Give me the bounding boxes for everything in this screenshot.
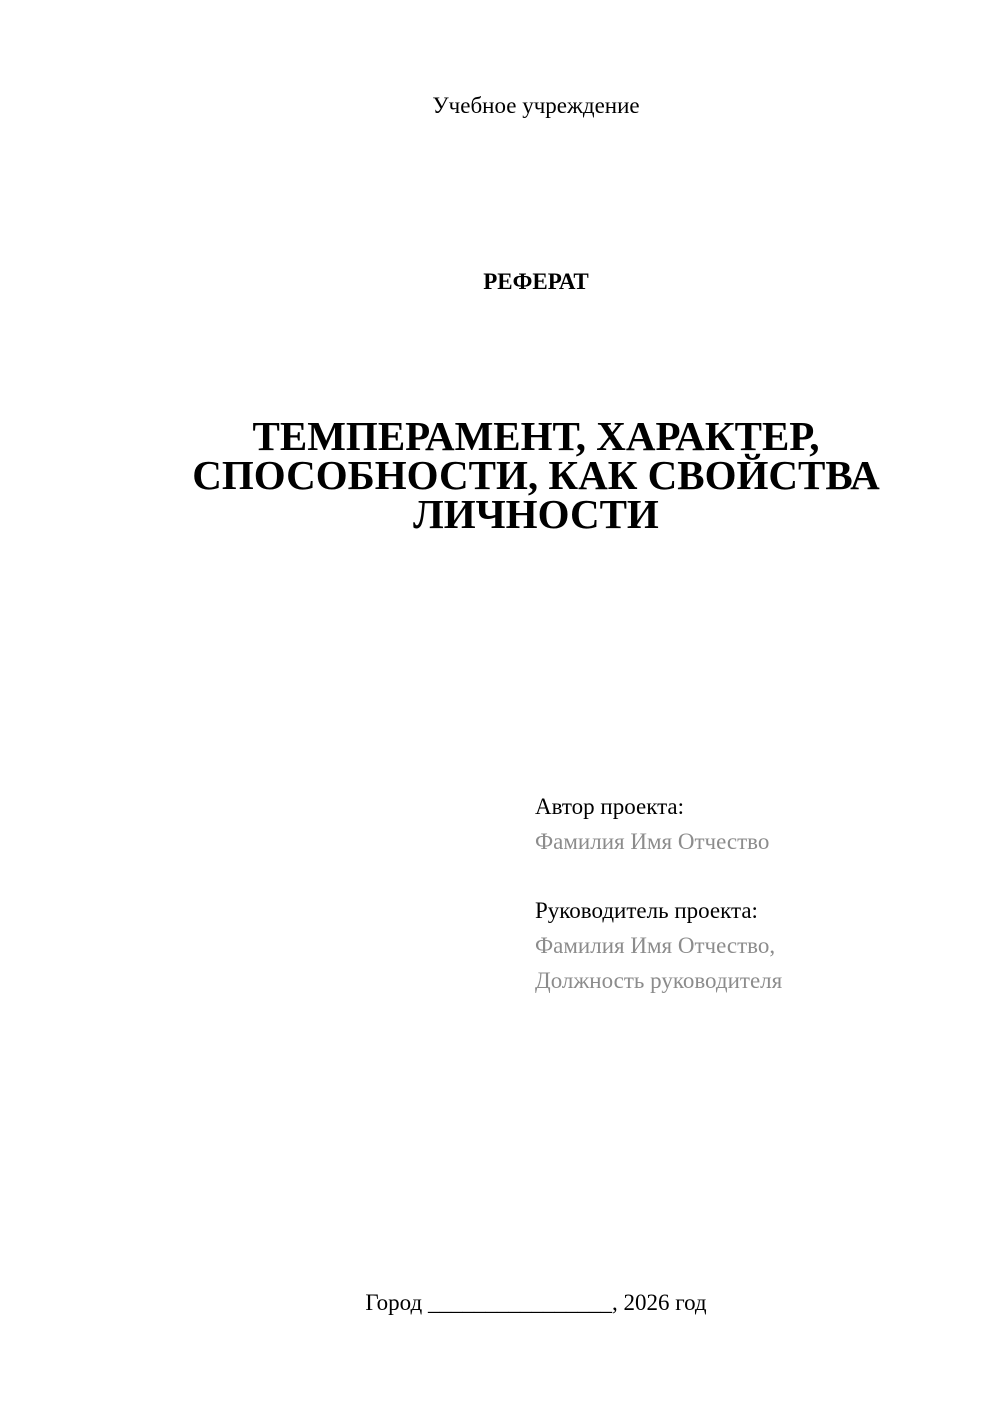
city-label: Город: [365, 1290, 423, 1315]
year-text: , 2026 год: [611, 1290, 707, 1315]
author-name: Фамилия Имя Отчество: [535, 829, 770, 854]
author-label: Автор проекта:: [535, 794, 684, 819]
institution-name: Учебное учреждение: [432, 93, 640, 118]
city-blank: ________________: [427, 1290, 612, 1315]
project-info-block: [535, 789, 782, 998]
document-title: [150, 413, 922, 537]
title-line: ЛИЧНОСТИ: [413, 491, 659, 537]
city-year-line: [0, 1289, 1000, 1317]
supervisor-name: Фамилия Имя Отчество,: [535, 933, 776, 958]
supervisor-label: Руководитель проекта:: [535, 898, 758, 923]
document-type: РЕФЕРАТ: [483, 269, 589, 294]
supervisor-position: Должность руководителя: [535, 968, 783, 993]
title-line: ТЕМПЕРАМЕНТ, ХАРАКТЕР,: [252, 413, 820, 459]
spacer: [535, 859, 782, 893]
title-line: СПОСОБНОСТИ, КАК СВОЙСТВА: [192, 452, 880, 498]
